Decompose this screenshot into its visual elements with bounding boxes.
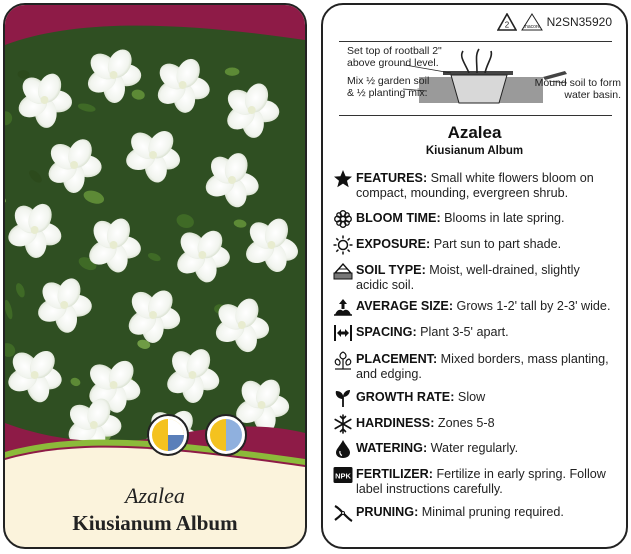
attribute-value: Small white flowers bloom on compact, mounding, evergreen shrub. xyxy=(356,171,594,200)
attribute-fertilizer xyxy=(333,467,613,496)
front-cultivar: Kiusianum Album xyxy=(72,511,238,535)
attribute-placement xyxy=(333,352,613,381)
attribute-colon: : xyxy=(426,237,434,251)
attribute-key: EXPOSURE xyxy=(356,237,426,251)
placement-icon xyxy=(333,350,353,370)
front-common-name: Azalea xyxy=(125,483,185,508)
attribute-watering xyxy=(333,441,613,459)
attribute-key: PLACEMENT xyxy=(356,352,433,366)
part-shade-icon xyxy=(204,413,248,457)
star-icon xyxy=(333,169,353,189)
attribute-key: FERTILIZER xyxy=(356,467,429,481)
attribute-colon: : xyxy=(436,211,445,225)
azalea-photo xyxy=(5,5,305,475)
flower-icon xyxy=(333,209,353,229)
attribute-value: Moist, well-drained, slightly acidic soil. xyxy=(356,263,580,292)
spacing-icon xyxy=(333,323,353,343)
attribute-value: Water regularly. xyxy=(430,441,519,455)
attribute-value: Grows 1-2' tall by 2-3' wide. xyxy=(456,299,611,313)
attribute-average-size xyxy=(333,299,613,317)
back-tag xyxy=(321,3,628,549)
item-code: N2SN35920 xyxy=(546,15,612,29)
attribute-key: WATERING xyxy=(356,441,423,455)
svg-text:NPK: NPK xyxy=(335,471,351,481)
recycle-label: macore xyxy=(523,24,540,30)
sun-icon xyxy=(333,235,353,255)
recycle-code: 2 xyxy=(504,20,509,30)
attribute-features xyxy=(333,171,613,200)
back-title: Azalea xyxy=(447,123,502,142)
attribute-colon: : xyxy=(430,416,438,430)
attribute-value: Slow xyxy=(457,390,486,404)
front-tag xyxy=(3,3,307,549)
back-subtitle: Kiusianum Album xyxy=(425,145,524,157)
water-drop-icon xyxy=(333,439,353,459)
recycle-icon xyxy=(497,13,517,31)
attribute-colon: : xyxy=(414,505,422,519)
planting-label-mix: Mix ½ garden soil & ½ planting mix. xyxy=(347,75,430,99)
planting-label-mound: Mound soil to form water basin. xyxy=(534,77,621,101)
attribute-value: Plant 3-5' apart. xyxy=(420,325,509,339)
attribute-key: SPACING xyxy=(356,325,413,339)
attribute-hardiness xyxy=(333,416,613,434)
attribute-value: Minimal pruning required. xyxy=(421,505,564,519)
attribute-colon: : xyxy=(450,390,458,404)
attribute-spacing xyxy=(333,325,613,343)
attribute-exposure xyxy=(333,237,613,255)
attribute-colon: : xyxy=(422,171,431,185)
attribute-colon: : xyxy=(422,441,431,455)
attribute-colon: : xyxy=(448,299,457,313)
sprout-icon xyxy=(333,388,353,408)
attribute-key: HARDINESS xyxy=(356,416,431,430)
attribute-key: GROWTH RATE xyxy=(356,390,451,404)
attribute-value: Mixed borders, mass planting, and edging. xyxy=(356,352,609,381)
attribute-key: FEATURES xyxy=(356,171,423,185)
planting-label-top: Set top of rootball 2" above ground level. xyxy=(347,45,442,69)
attribute-value: Fertilize in early spring. Follow label instructions carefully. xyxy=(356,467,606,496)
attribute-value: Blooms in late spring. xyxy=(444,211,565,225)
height-icon xyxy=(333,297,353,317)
attribute-colon: : xyxy=(432,352,441,366)
attribute-growth-rate xyxy=(333,390,613,408)
soil-icon xyxy=(333,261,353,281)
macore-logo-icon xyxy=(521,13,543,31)
attribute-bloom-time xyxy=(333,211,613,229)
attribute-value: Part sun to part shade. xyxy=(433,237,562,251)
part-sun-icon xyxy=(146,413,190,457)
attribute-value: Zones 5-8 xyxy=(437,416,495,430)
item-code-row xyxy=(497,13,612,31)
mid-divider xyxy=(339,115,612,116)
attribute-soil-type xyxy=(333,263,613,292)
pruners-icon xyxy=(333,503,353,523)
npk-icon xyxy=(333,465,353,485)
attribute-key: BLOOM TIME xyxy=(356,211,437,225)
attribute-colon: : xyxy=(428,467,437,481)
attribute-colon: : xyxy=(412,325,421,339)
snowflake-icon xyxy=(333,414,353,434)
attribute-pruning xyxy=(333,505,613,523)
attribute-key: SOIL TYPE xyxy=(356,263,422,277)
attribute-key: AVERAGE SIZE xyxy=(356,299,449,313)
top-divider xyxy=(339,41,612,42)
attribute-key: PRUNING xyxy=(356,505,415,519)
attribute-colon: : xyxy=(421,263,430,277)
